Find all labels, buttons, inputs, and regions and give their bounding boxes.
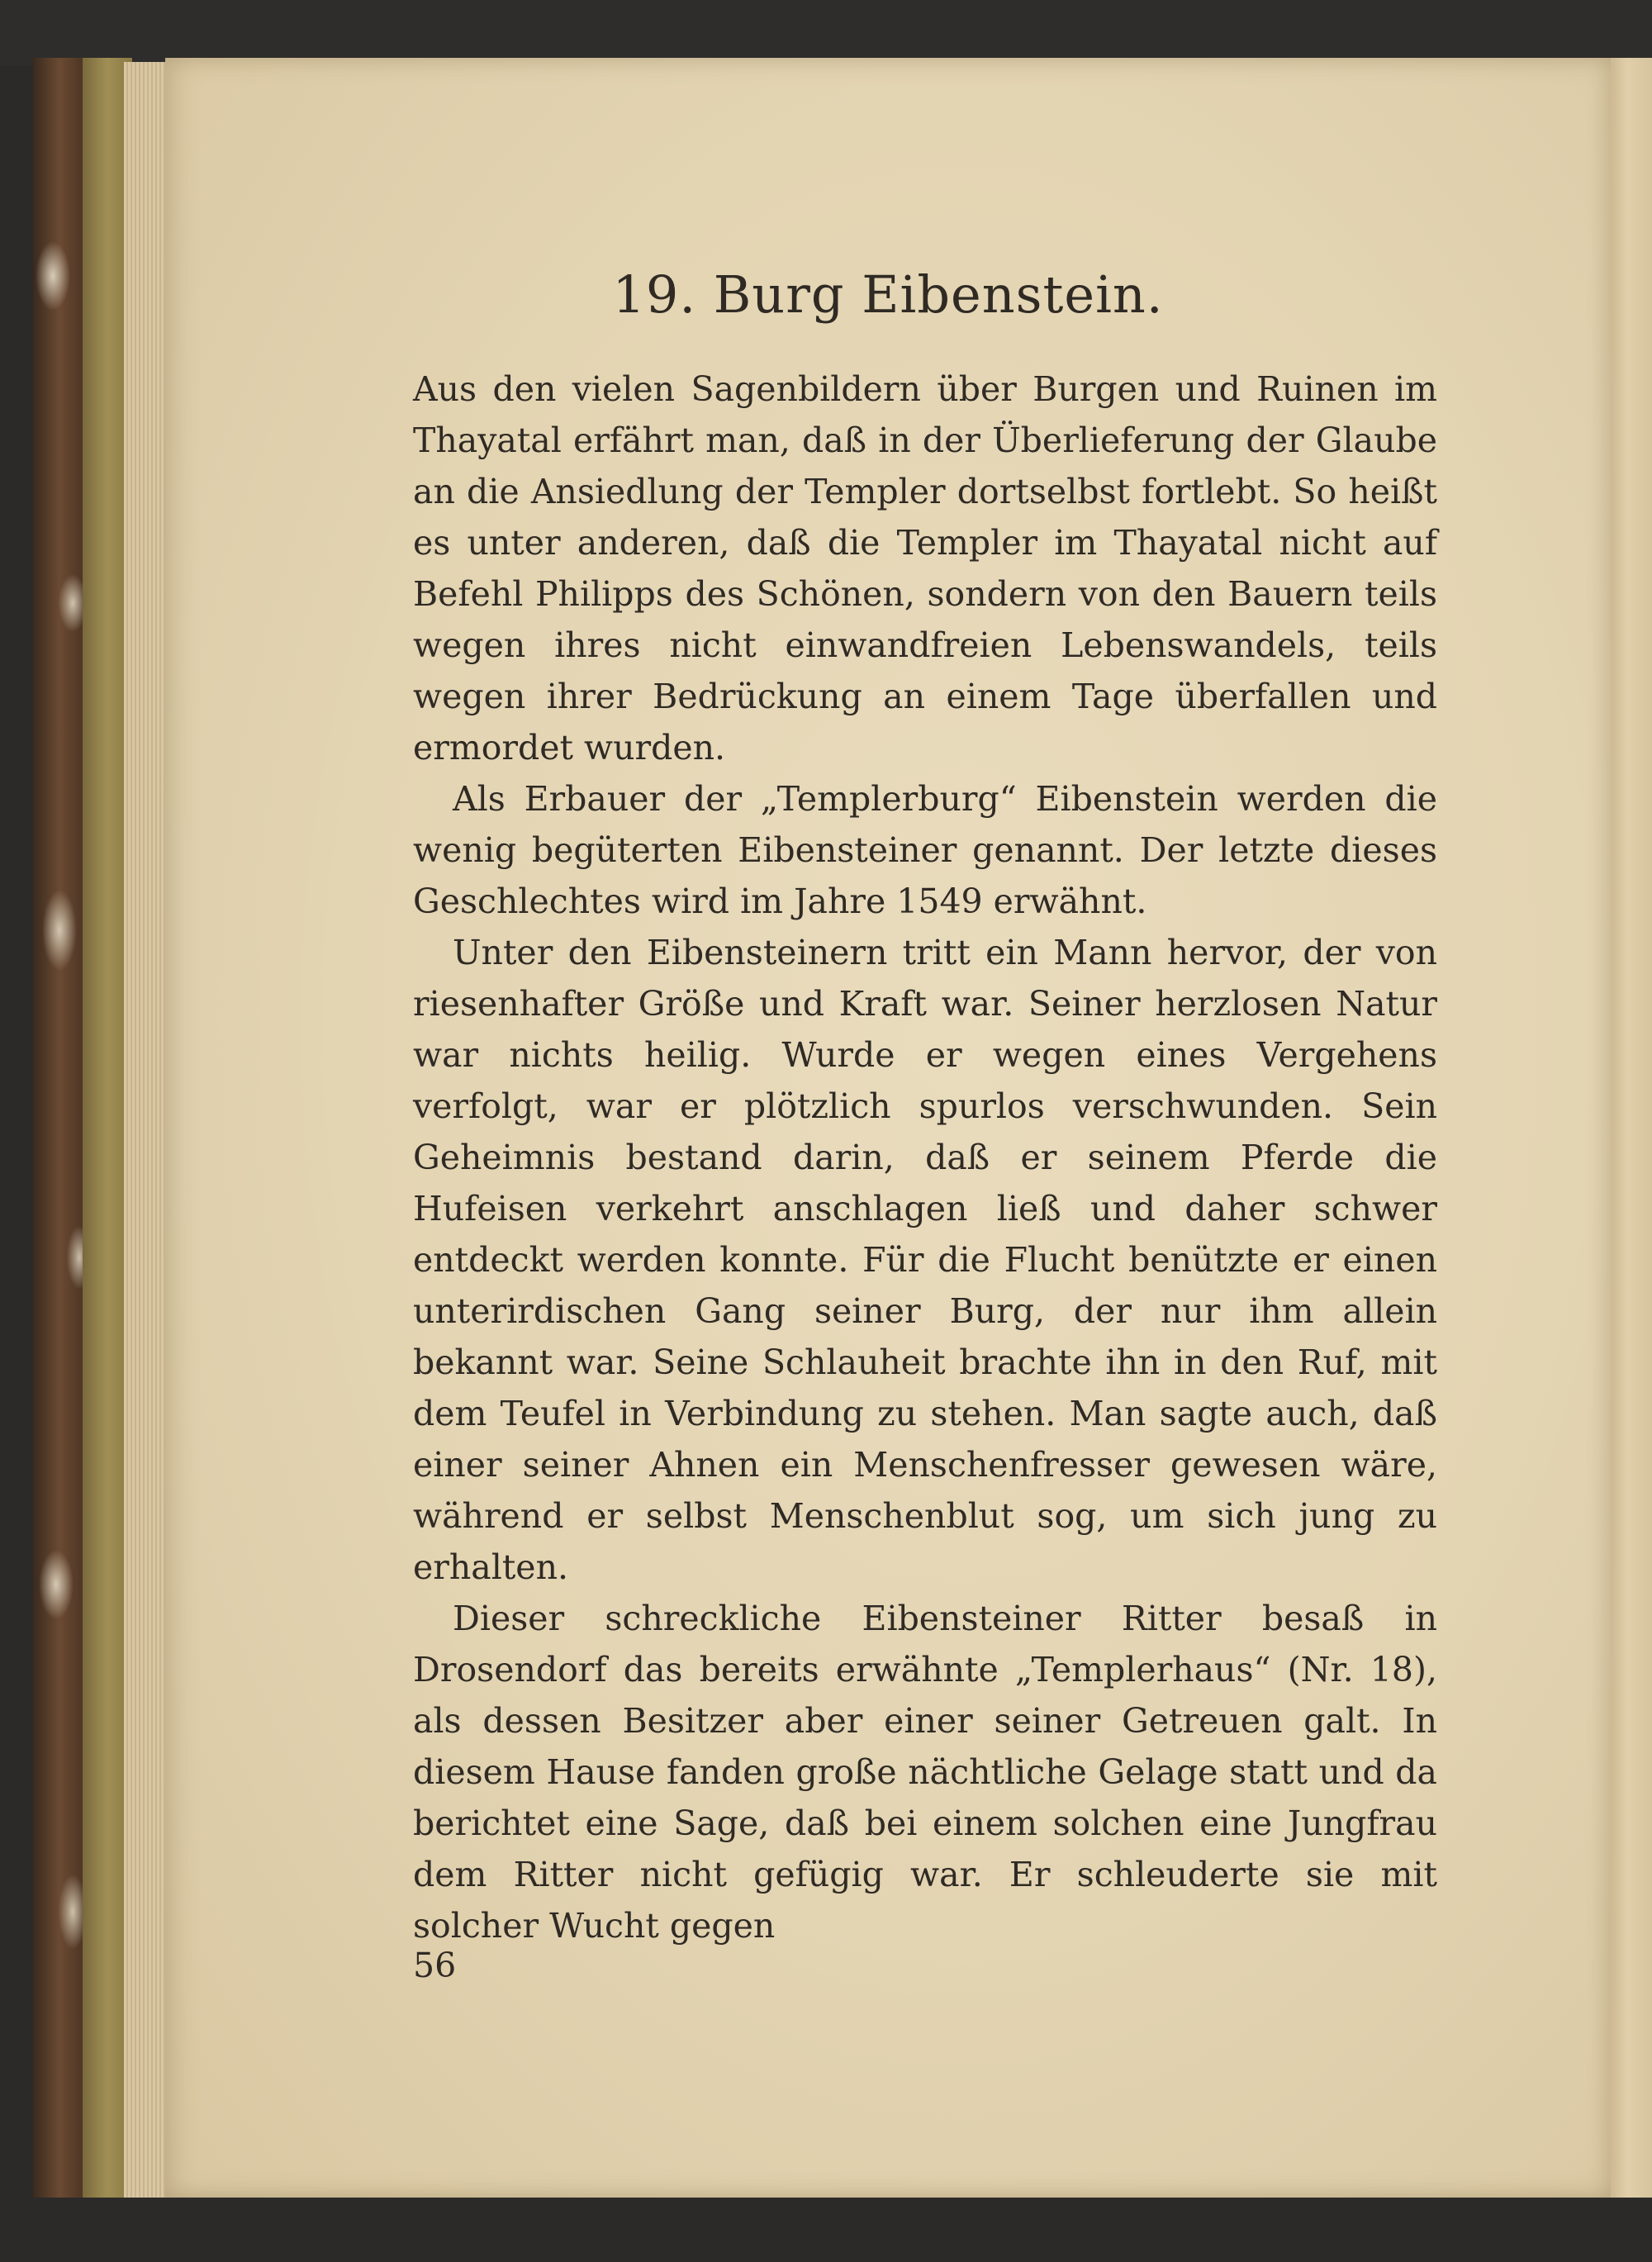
chapter-title: 19. Burg Eibenstein.	[612, 264, 1164, 325]
paragraph-2: Als Erbauer der „Templerburg“ Eibenstein werden die wenig begüterten Eibensteiner genannt. Der letzte dieses Geschlechtes wird im Jahre 1549 erwähnt.	[413, 779, 1437, 921]
scan-background-bottom	[0, 2198, 1652, 2262]
page-gutter-right	[1611, 58, 1652, 2198]
paragraph-4: Dieser schreckliche Eibensteiner Ritter besaß in Drosendorf das bereits erwähnte „Templerhaus“ (Nr. 18), als dessen Besitzer aber einer seiner Getreuen galt. In diesem Hause fanden große nächtliche Gelage statt und da berichtet eine Sage, daß bei einem solchen eine Jungfrau dem Ritter nicht gefügig war. Er schleuderte sie mit solcher Wucht gegen	[413, 1599, 1437, 1946]
paragraph-3: Unter den Eibensteinern tritt ein Mann hervor, der von riesenhafter Größe und Kraft war. Seiner herzlosen Natur war nichts heilig. Wurde er wegen eines Vergehens verfolgt, war er plötzlich spurlos verschwunden. Sein Geheimnis bestand darin, daß er seinem Pferde die Hufeisen verkehrt anschlagen ließ und daher schwer entdeckt werden konnte. Für die Flucht benützte er einen unterirdischen Gang seiner Burg, der nur ihm allein bekannt war. Seine Schlauheit brachte ihn in den Ruf, mit dem Teufel in Verbindung zu stehen. Man sagte auch, daß einer seiner Ahnen ein Menschenfresser gewesen wäre, während er selbst Menschenblut sog, um sich jung zu erhalten.	[413, 933, 1437, 1587]
scan-background-top	[0, 0, 1652, 66]
paragraph-1: Aus den vielen Sagenbildern über Burgen und Ruinen im Thayatal erfährt man, daß in der Überlieferung der Glaube an die Ansiedlung der Templer dortselbst fortlebt. So heißt es unter anderen, daß die Templer im Thayatal nicht auf Befehl Philipps des Schönen, sondern von den Bauern teils wegen ihres nicht einwandfreien Lebenswandels, teils wegen ihrer Bedrückung an einem Tage überfallen und ermordet wurden.	[413, 369, 1437, 767]
body-text	[413, 364, 1437, 1951]
page-number: 56	[413, 1946, 457, 1985]
